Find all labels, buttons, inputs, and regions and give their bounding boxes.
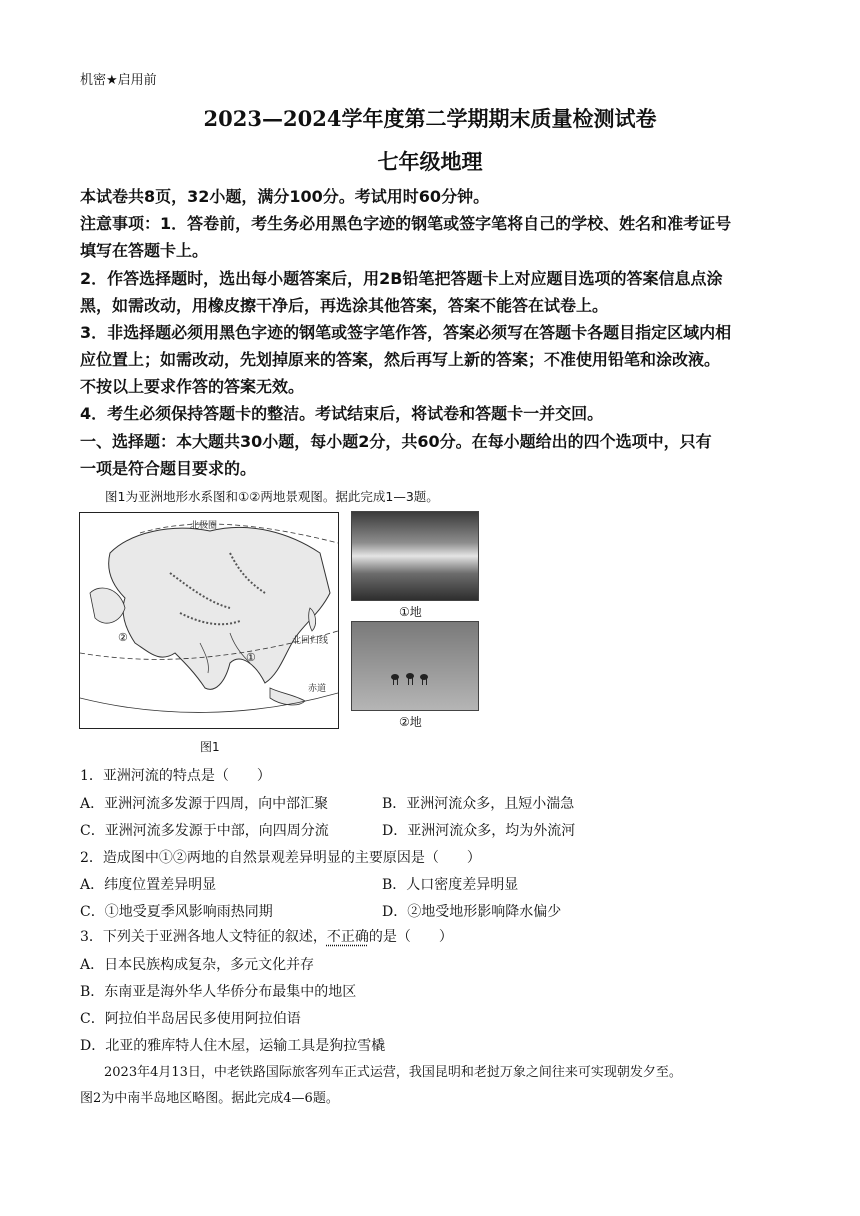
arctic-circle-label: 北极圈 — [190, 521, 218, 531]
instruction-line: 填写在答题卡上。 — [80, 241, 209, 260]
instruction-line: 3．非选择题必须用黑色字迹的钢笔或签字笔作答，答案必须写在答题卡各题目指定区域内相 — [80, 323, 732, 342]
question-2-option-a: A．纬度位置差异明显 — [80, 877, 217, 893]
question-2-option-d: D．②地受地形影响降水偏少 — [382, 904, 562, 920]
question-1-option-a: A．亚洲河流多发源于四周，向中部汇聚 — [80, 796, 329, 812]
section-heading: 一项是符合题目要求的。 — [80, 459, 257, 478]
passage-line-1: 2023年4月13日，中老铁路国际旅客列车正式运营，我国昆明和老挝万象之间往来可实现朝发夕至。 — [104, 1065, 682, 1080]
instruction-line: 不按以上要求作答的答案无效。 — [80, 377, 305, 396]
photo-location-2 — [351, 621, 479, 711]
location-2-marker: ② — [118, 631, 128, 644]
passage-line-2: 图2为中南半岛地区略图。据此完成4—6题。 — [80, 1091, 339, 1106]
question-2-option-c: C．①地受夏季风影响雨热同期 — [80, 904, 273, 920]
question-3-option-b: B．东南亚是海外华人华侨分布最集中的地区 — [80, 984, 357, 1000]
exam-title: 2023—2024学年度第二学期期末质量检测试卷 — [203, 106, 657, 131]
confidential-label: 机密★启用前 — [80, 73, 157, 88]
question-3-emphasis: 不正确 — [326, 929, 369, 945]
instruction-line: 4．考生必须保持答题卡的整洁。考试结束后，将试卷和答题卡一并交回。 — [80, 404, 604, 423]
equator-label: 赤道 — [308, 684, 327, 694]
question-1-stem: 1．亚洲河流的特点是（ ） — [80, 768, 271, 784]
instruction-line: 黑，如需改动，用橡皮擦干净后，再选涂其他答案，答案不能答在试卷上。 — [80, 296, 609, 315]
question-3-stem-end: 的是（ ） — [368, 929, 453, 945]
question-3-option-a: A．日本民族构成复杂，多元文化并存 — [80, 957, 315, 973]
question-1-option-d: D．亚洲河流众多，均为外流河 — [382, 823, 576, 839]
section-heading: 一、选择题：本大题共30小题，每小题2分，共60分。在每小题给出的四个选项中，只有 — [80, 432, 712, 451]
photo1-caption: ①地 — [399, 605, 422, 619]
map-drawing — [80, 513, 338, 728]
question-2-stem: 2．造成图中①②两地的自然景观差异明显的主要原因是（ ） — [80, 850, 481, 866]
question-3-stem — [80, 926, 453, 946]
exam-subtitle: 七年级地理 — [377, 149, 483, 174]
photo-location-1 — [351, 511, 479, 601]
question-2-option-b: B．人口密度差异明显 — [382, 877, 519, 893]
question-3-option-d: D．北亚的雅库特人住木屋，运输工具是狗拉雪橇 — [80, 1038, 386, 1054]
figure1-caption: 图1 — [200, 740, 220, 754]
location-1-marker: ① — [246, 651, 256, 664]
question-3-stem-start: 3．下列关于亚洲各地人文特征的叙述， — [80, 929, 327, 945]
photo2-caption: ②地 — [399, 715, 422, 729]
figure1-intro: 图1为亚洲地形水系图和①②两地景观图。据此完成1—3题。 — [105, 489, 439, 504]
instruction-line: 注意事项：1．答卷前，考生务必用黑色字迹的钢笔或签字笔将自己的学校、姓名和准考证号 — [80, 214, 732, 233]
question-1-option-c: C．亚洲河流多发源于中部，向四周分流 — [80, 823, 329, 839]
asia-terrain-map — [79, 512, 339, 729]
instruction-line: 2．作答选择题时，选出每小题答案后，用2B铅笔把答题卡上对应题目选项的答案信息点涂 — [80, 269, 723, 288]
instruction-line: 本试卷共8页，32小题，满分100分。考试用时60分钟。 — [80, 187, 490, 206]
camel-silhouettes — [352, 622, 478, 710]
tropic-label: 北回归线 — [292, 636, 329, 646]
instruction-line: 应位置上；如需改动，先划掉原来的答案，然后再写上新的答案；不准使用铅笔和涂改液。 — [80, 350, 721, 369]
question-3-option-c: C．阿拉伯半岛居民多使用阿拉伯语 — [80, 1011, 301, 1027]
question-1-option-b: B．亚洲河流众多，且短小湍急 — [382, 796, 575, 812]
